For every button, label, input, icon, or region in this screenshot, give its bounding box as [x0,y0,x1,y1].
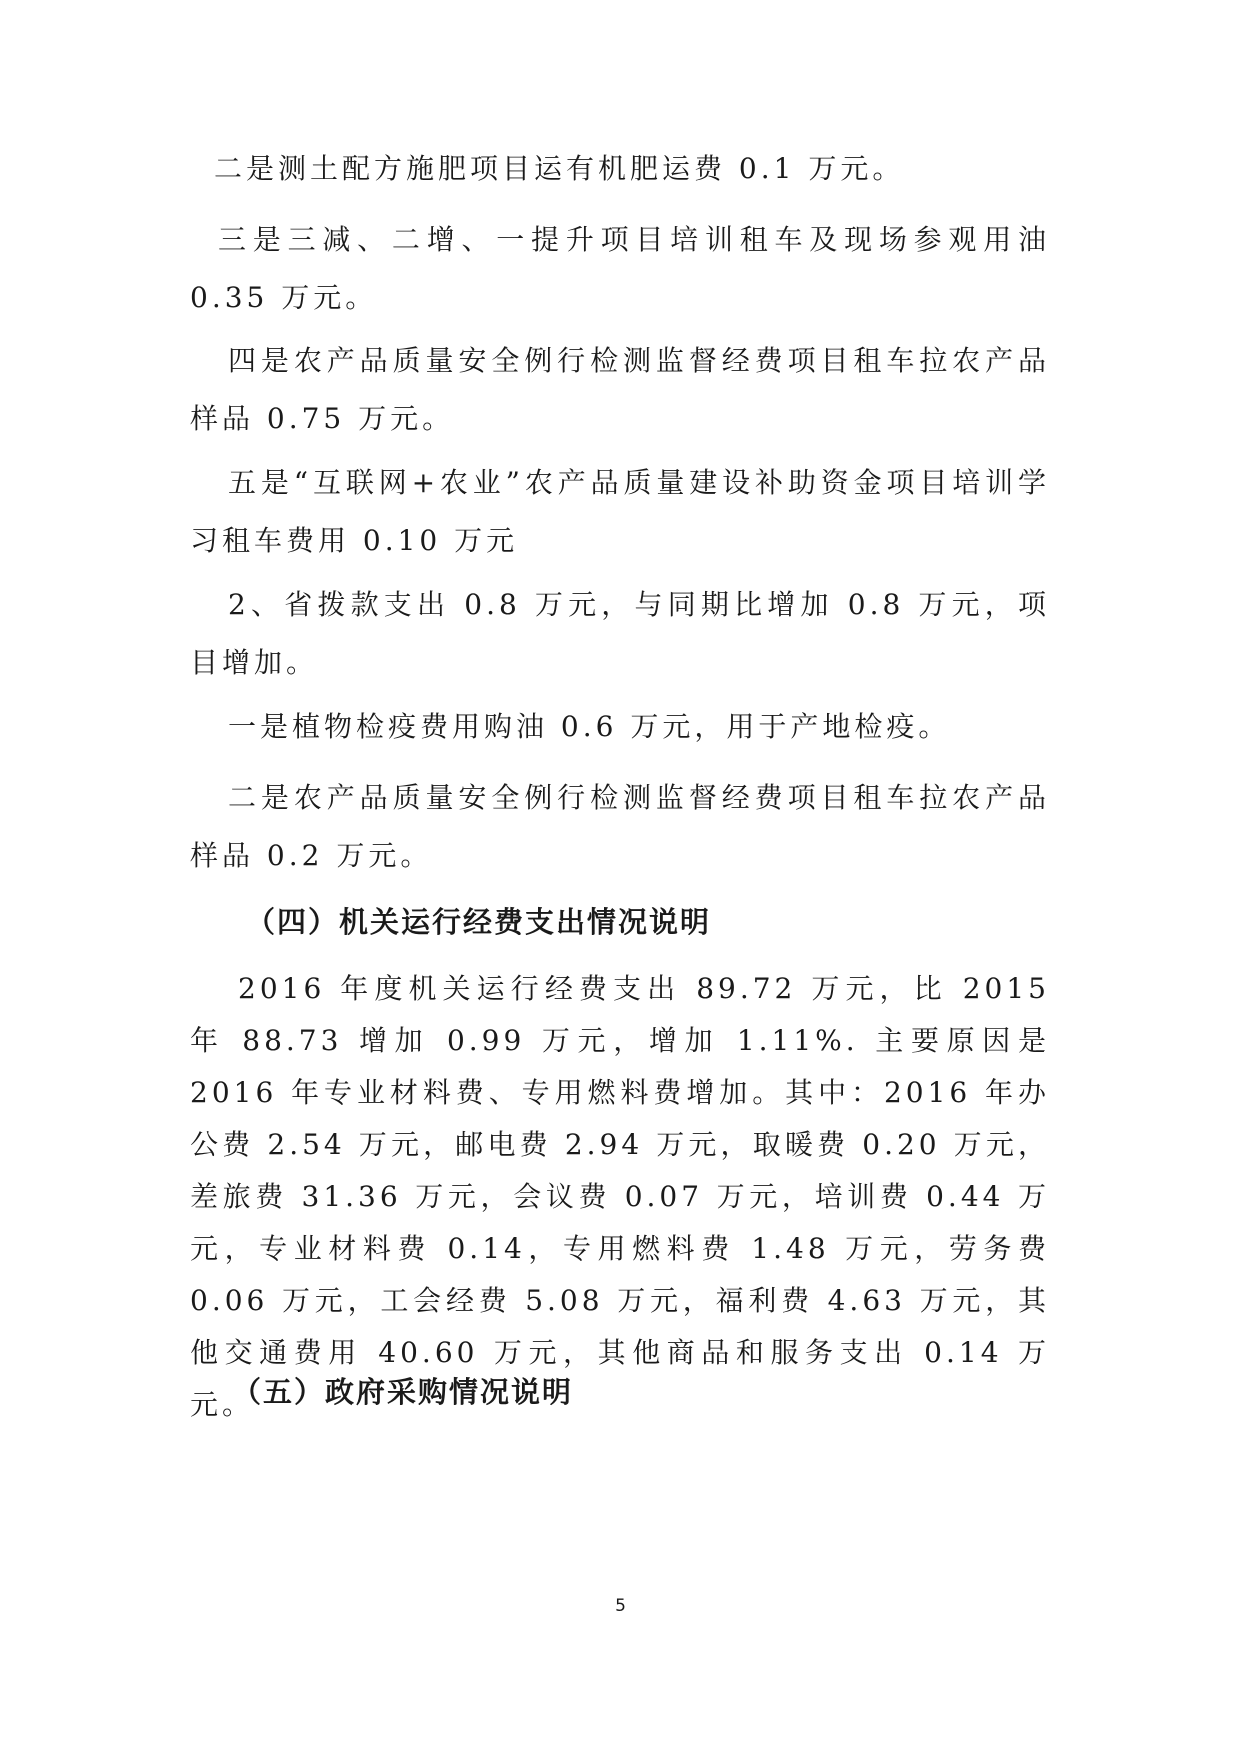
paragraph-sample-transport: 二是农产品质量安全例行检测监督经费项目租车拉农产品样品 0.2 万元。 [190,781,1050,872]
paragraph-soil-testing: 二是测土配方施肥项目运有机肥运费 0.1 万元。 [214,152,905,185]
paragraph-training-rental: 三是三减、二增、一提升项目培训租车及现场参观用油 0.35 万元。 [190,223,1050,314]
paragraph-provincial-allocation: 2、省拨款支出 0.8 万元，与同期比增加 0.8 万元，项目增加。 [190,588,1050,679]
paragraph-internet-agriculture: 五是“互联网+农业”农产品质量建设补助资金项目培训学习租车费用 0.10 万元 [190,466,1050,557]
paragraph-office-expenses: 2016 年度机关运行经费支出 89.72 万元，比 2015 年 88.73 增加 0.99 万元，增加 1.11%. 主要原因是 2016 年专业材料费、专用燃料费增加。其中：2016 年办公费 2.54 万元，邮电费 2.94 万元，取暖费 0.20 万元，差旅费 31.36 万元，会议费 0.07 万元，培训费 0.44 万元，专业材料费 0.14，专用燃料费 1.48 万元，劳务费 0.06 万元，工会经费 5.08 万元，福利费 4.63 万元，其他交通费用 40.60 万元，其他商品和服务支出 0.14 万元。 [190,972,1050,1421]
paragraph-plant-quarantine: 一是植物检疫费用购油 0.6 万元，用于产地检疫。 [228,710,951,743]
section-heading-office-expenses: （四）机关运行经费支出情况说明 [246,905,712,939]
page-number: 5 [615,1596,626,1616]
section-heading-procurement: （五）政府采购情况说明 [232,1375,574,1409]
paragraph-quality-inspection: 四是农产品质量安全例行检测监督经费项目租车拉农产品样品 0.75 万元。 [190,344,1050,435]
